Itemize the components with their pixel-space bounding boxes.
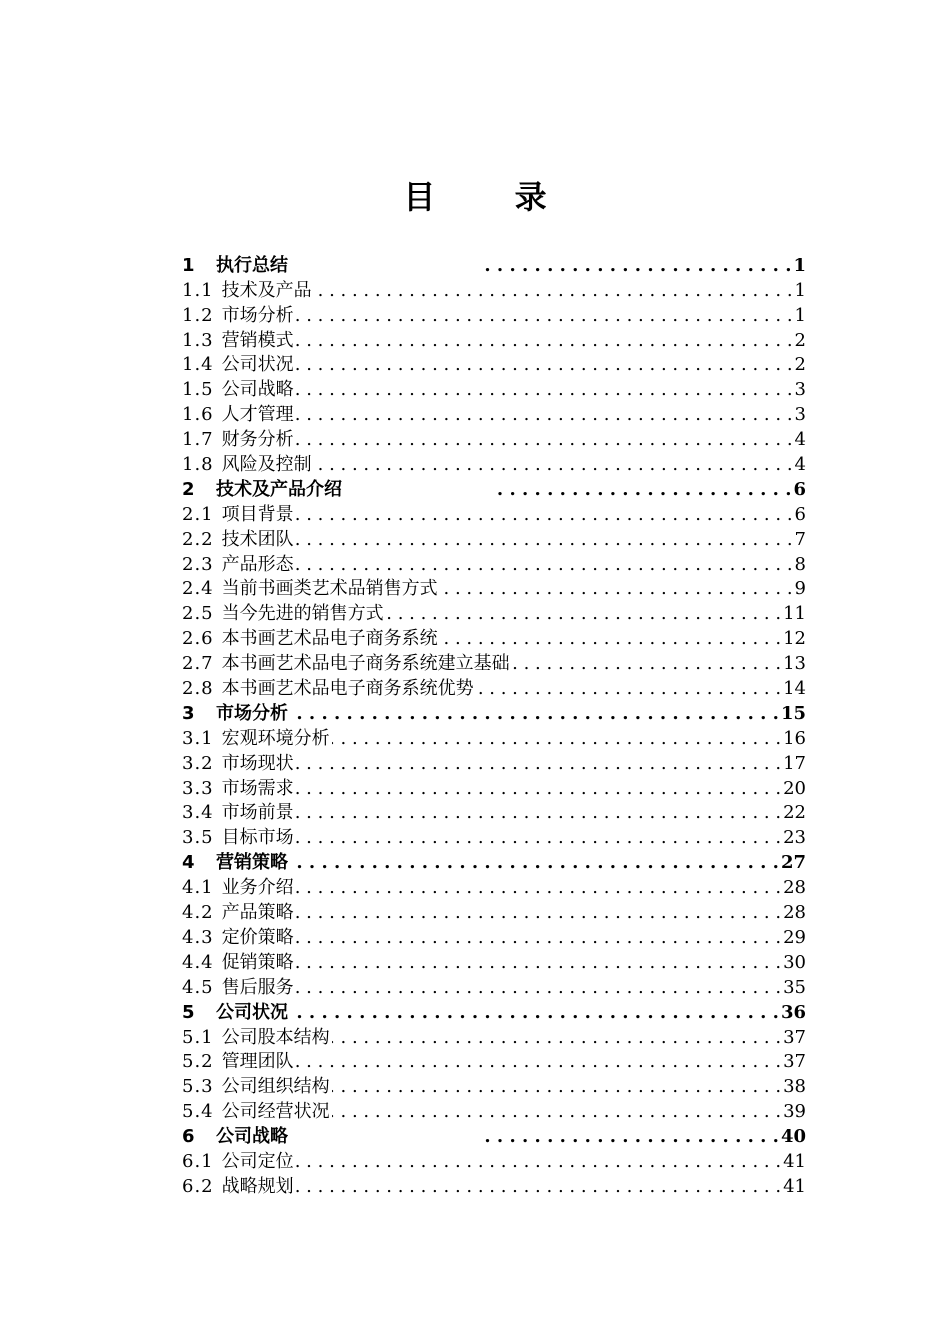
toc-dot-leader <box>314 280 793 302</box>
toc-section-entry[interactable] <box>182 650 806 675</box>
toc-page-number: 17 <box>783 752 806 774</box>
toc-entry-title: 本书画艺术品电子商务系统优势 <box>221 678 474 700</box>
toc-page-number: 28 <box>783 877 806 899</box>
toc-section-entry[interactable] <box>182 352 806 377</box>
toc-section-entry[interactable] <box>182 1024 806 1049</box>
toc-entry-title: 售后服务 <box>221 976 294 998</box>
toc-section-entry[interactable] <box>182 1073 806 1098</box>
toc-entry-number: 5.1 <box>182 1026 214 1048</box>
toc-page-number: 9 <box>794 578 806 600</box>
toc-dot-leader <box>296 827 781 849</box>
toc-entry-title: 技术及产品介绍 <box>216 478 342 500</box>
toc-entry-number: 4.2 <box>182 902 214 924</box>
toc-dot-leader <box>296 554 793 576</box>
toc-dot-leader <box>296 952 781 974</box>
toc-entry-number: 5.3 <box>182 1076 214 1098</box>
toc-entry-title: 项目背景 <box>221 503 294 525</box>
toc-page-number: 28 <box>783 902 806 924</box>
page-title: 目 录 <box>403 178 581 216</box>
toc-entry-title: 宏观环境分析 <box>221 727 330 749</box>
toc-entry-title: 市场需求 <box>221 777 294 799</box>
toc-dot-leader <box>296 379 793 401</box>
toc-dot-leader <box>296 902 781 924</box>
toc-section-entry[interactable] <box>182 426 806 451</box>
toc-dot-leader <box>440 628 781 650</box>
toc-entry-number: 1.7 <box>182 429 214 451</box>
toc-entry-title: 管理团队 <box>221 1051 294 1073</box>
toc-page-number: 35 <box>783 976 806 998</box>
toc-section-entry[interactable] <box>182 1049 806 1074</box>
toc-page-number: 1 <box>793 254 806 276</box>
toc-chapter-entry[interactable] <box>182 1123 806 1148</box>
toc-dot-leader <box>296 429 793 451</box>
toc-entry-title: 公司状况 <box>221 354 294 376</box>
toc-section-entry[interactable] <box>182 675 806 700</box>
toc-dot-leader <box>296 504 793 526</box>
toc-entry-number: 3.1 <box>182 727 214 749</box>
toc-page-number: 6 <box>794 503 806 525</box>
toc-entry-number: 4.1 <box>182 877 214 899</box>
toc-entry-number: 5.2 <box>182 1051 214 1073</box>
toc-entry-title: 市场分析 <box>221 304 294 326</box>
toc-entry-number: 2.4 <box>182 578 214 600</box>
toc-page-number: 2 <box>794 354 806 376</box>
table-of-contents <box>182 252 806 1198</box>
toc-entry-number: 1.4 <box>182 354 214 376</box>
toc-page-number: 2 <box>794 329 806 351</box>
toc-entry-number: 4.4 <box>182 951 214 973</box>
toc-section-entry[interactable] <box>182 526 806 551</box>
toc-section-entry[interactable] <box>182 625 806 650</box>
toc-section-entry[interactable] <box>182 600 806 625</box>
toc-page-number: 14 <box>783 678 806 700</box>
toc-page-number: 4 <box>794 429 806 451</box>
toc-page-number: 7 <box>794 528 806 550</box>
toc-page-number: 15 <box>780 702 806 724</box>
toc-dot-leader <box>296 802 781 824</box>
toc-section-entry[interactable] <box>182 750 806 775</box>
toc-section-entry[interactable] <box>182 775 806 800</box>
toc-entry-title: 财务分析 <box>221 429 294 451</box>
toc-dot-leader <box>296 877 781 899</box>
toc-dot-leader <box>290 1002 779 1024</box>
toc-entry-title: 本书画艺术品电子商务系统 <box>221 628 438 650</box>
toc-entry-number: 1.6 <box>182 404 214 426</box>
toc-section-entry[interactable] <box>182 451 806 476</box>
toc-page-number: 29 <box>783 926 806 948</box>
toc-page-number: 12 <box>783 628 806 650</box>
toc-page-number: 1 <box>794 304 806 326</box>
toc-page-number: 37 <box>783 1051 806 1073</box>
toc-chapter-entry[interactable] <box>182 700 806 725</box>
toc-section-entry[interactable] <box>182 376 806 401</box>
toc-entry-title: 定价策略 <box>221 926 294 948</box>
toc-page-number: 40 <box>780 1126 806 1148</box>
toc-dot-leader <box>478 255 791 277</box>
toc-section-entry[interactable] <box>182 949 806 974</box>
toc-page-number: 8 <box>794 553 806 575</box>
toc-entry-number: 5.4 <box>182 1101 214 1123</box>
toc-entry-number: 1.1 <box>182 279 214 301</box>
toc-section-entry[interactable] <box>182 924 806 949</box>
toc-dot-leader <box>296 354 793 376</box>
toc-entry-title: 当今先进的销售方式 <box>221 603 384 625</box>
toc-dot-leader <box>296 404 793 426</box>
toc-entry-number: 6 <box>182 1126 196 1148</box>
toc-entry-title: 营销模式 <box>221 329 294 351</box>
toc-section-entry[interactable] <box>182 899 806 924</box>
toc-dot-leader <box>440 578 793 600</box>
toc-entry-number: 3.4 <box>182 802 214 824</box>
toc-page-number: 16 <box>783 727 806 749</box>
toc-entry-number: 3.3 <box>182 777 214 799</box>
toc-section-entry[interactable] <box>182 576 806 601</box>
toc-dot-leader <box>296 778 781 800</box>
toc-entry-title: 公司组织结构 <box>221 1076 330 1098</box>
toc-section-entry[interactable] <box>182 501 806 526</box>
toc-entry-number: 2.3 <box>182 553 214 575</box>
toc-section-entry[interactable] <box>182 725 806 750</box>
toc-page-number: 36 <box>780 1001 806 1023</box>
toc-entry-number: 2.5 <box>182 603 214 625</box>
toc-entry-title: 执行总结 <box>216 254 288 276</box>
toc-page-number: 41 <box>783 1150 806 1172</box>
toc-dot-leader <box>296 330 793 352</box>
toc-chapter-entry[interactable] <box>182 849 806 874</box>
toc-chapter-entry[interactable] <box>182 476 806 501</box>
toc-page-number: 38 <box>783 1076 806 1098</box>
toc-section-entry[interactable] <box>182 277 806 302</box>
toc-page-number: 4 <box>794 454 806 476</box>
toc-entry-number: 2.7 <box>182 653 214 675</box>
toc-section-entry[interactable] <box>182 824 806 849</box>
toc-entry-number: 4 <box>182 852 196 874</box>
toc-entry-title: 公司股本结构 <box>221 1026 330 1048</box>
toc-section-entry[interactable] <box>182 551 806 576</box>
toc-dot-leader <box>290 852 779 874</box>
toc-entry-number: 4.3 <box>182 926 214 948</box>
toc-page-number: 27 <box>780 852 806 874</box>
toc-entry-number: 6.2 <box>182 1175 214 1197</box>
toc-entry-title: 业务介绍 <box>221 877 294 899</box>
toc-dot-leader <box>478 1126 779 1148</box>
toc-entry-title: 营销策略 <box>216 852 288 874</box>
toc-section-entry[interactable] <box>182 800 806 825</box>
toc-dot-leader <box>296 927 781 949</box>
toc-section-entry[interactable] <box>182 302 806 327</box>
toc-page-number: 1 <box>794 279 806 301</box>
toc-chapter-entry[interactable] <box>182 999 806 1024</box>
toc-entry-title: 目标市场 <box>221 827 294 849</box>
toc-dot-leader <box>314 454 793 476</box>
toc-page-number: 37 <box>783 1026 806 1048</box>
toc-entry-title: 促销策略 <box>221 951 294 973</box>
toc-entry-number: 5 <box>182 1001 196 1023</box>
toc-page-number: 39 <box>783 1101 806 1123</box>
toc-dot-leader <box>290 703 779 725</box>
toc-entry-number: 6.1 <box>182 1150 214 1172</box>
toc-dot-leader <box>296 977 781 999</box>
toc-dot-leader <box>296 1051 781 1073</box>
toc-chapter-entry[interactable] <box>182 252 806 277</box>
toc-entry-number: 2.1 <box>182 503 214 525</box>
toc-section-entry[interactable] <box>182 1173 806 1198</box>
toc-page-number: 11 <box>783 603 806 625</box>
toc-dot-leader <box>332 1027 781 1049</box>
toc-entry-title: 人才管理 <box>221 404 294 426</box>
toc-section-entry[interactable] <box>182 401 806 426</box>
toc-entry-number: 2.8 <box>182 678 214 700</box>
toc-entry-title: 产品策略 <box>221 902 294 924</box>
toc-page-number: 41 <box>783 1175 806 1197</box>
toc-entry-title: 战略规划 <box>221 1175 294 1197</box>
toc-entry-number: 1 <box>182 254 196 276</box>
toc-page-number: 3 <box>794 379 806 401</box>
toc-page-number: 20 <box>783 777 806 799</box>
toc-section-entry[interactable] <box>182 327 806 352</box>
toc-entry-title: 公司定位 <box>221 1150 294 1172</box>
toc-dot-leader <box>512 653 781 675</box>
toc-entry-number: 2 <box>182 478 196 500</box>
toc-dot-leader <box>296 305 793 327</box>
toc-page-number: 22 <box>783 802 806 824</box>
toc-entry-title: 市场现状 <box>221 752 294 774</box>
toc-entry-title: 公司状况 <box>216 1001 288 1023</box>
toc-entry-title: 市场分析 <box>216 702 288 724</box>
toc-entry-number: 3 <box>182 702 196 724</box>
toc-entry-title: 技术及产品 <box>221 279 312 301</box>
toc-entry-title: 公司经营状况 <box>221 1101 330 1123</box>
toc-section-entry[interactable] <box>182 1098 806 1123</box>
toc-dot-leader <box>332 1076 781 1098</box>
toc-dot-leader <box>476 678 781 700</box>
toc-entry-title: 产品形态 <box>221 553 294 575</box>
toc-page-number: 13 <box>783 653 806 675</box>
toc-entry-title: 市场前景 <box>221 802 294 824</box>
toc-dot-leader <box>296 753 781 775</box>
toc-dot-leader <box>296 1176 781 1198</box>
toc-entry-number: 2.2 <box>182 528 214 550</box>
toc-dot-leader <box>296 529 793 551</box>
toc-entry-number: 2.6 <box>182 628 214 650</box>
toc-entry-number: 1.5 <box>182 379 214 401</box>
toc-dot-leader <box>332 728 781 750</box>
toc-dot-leader <box>386 603 781 625</box>
toc-section-entry[interactable] <box>182 1148 806 1173</box>
toc-entry-number: 1.2 <box>182 304 214 326</box>
toc-page-number: 30 <box>783 951 806 973</box>
toc-page-number: 6 <box>793 478 806 500</box>
toc-section-entry[interactable] <box>182 974 806 999</box>
toc-dot-leader <box>492 479 791 501</box>
toc-dot-leader <box>296 1151 781 1173</box>
toc-entry-number: 1.3 <box>182 329 214 351</box>
toc-section-entry[interactable] <box>182 874 806 899</box>
toc-entry-number: 3.5 <box>182 827 214 849</box>
toc-dot-leader <box>332 1101 781 1123</box>
toc-entry-title: 技术团队 <box>221 528 294 550</box>
toc-entry-number: 1.8 <box>182 454 214 476</box>
toc-entry-title: 风险及控制 <box>221 454 312 476</box>
toc-entry-title: 本书画艺术品电子商务系统建立基础 <box>221 653 510 675</box>
toc-page-number: 3 <box>794 404 806 426</box>
toc-entry-number: 4.5 <box>182 976 214 998</box>
toc-entry-title: 公司战略 <box>216 1126 288 1148</box>
toc-entry-title: 公司战略 <box>221 379 294 401</box>
toc-page-number: 23 <box>783 827 806 849</box>
toc-entry-number: 3.2 <box>182 752 214 774</box>
toc-entry-title: 当前书画类艺术品销售方式 <box>221 578 438 600</box>
